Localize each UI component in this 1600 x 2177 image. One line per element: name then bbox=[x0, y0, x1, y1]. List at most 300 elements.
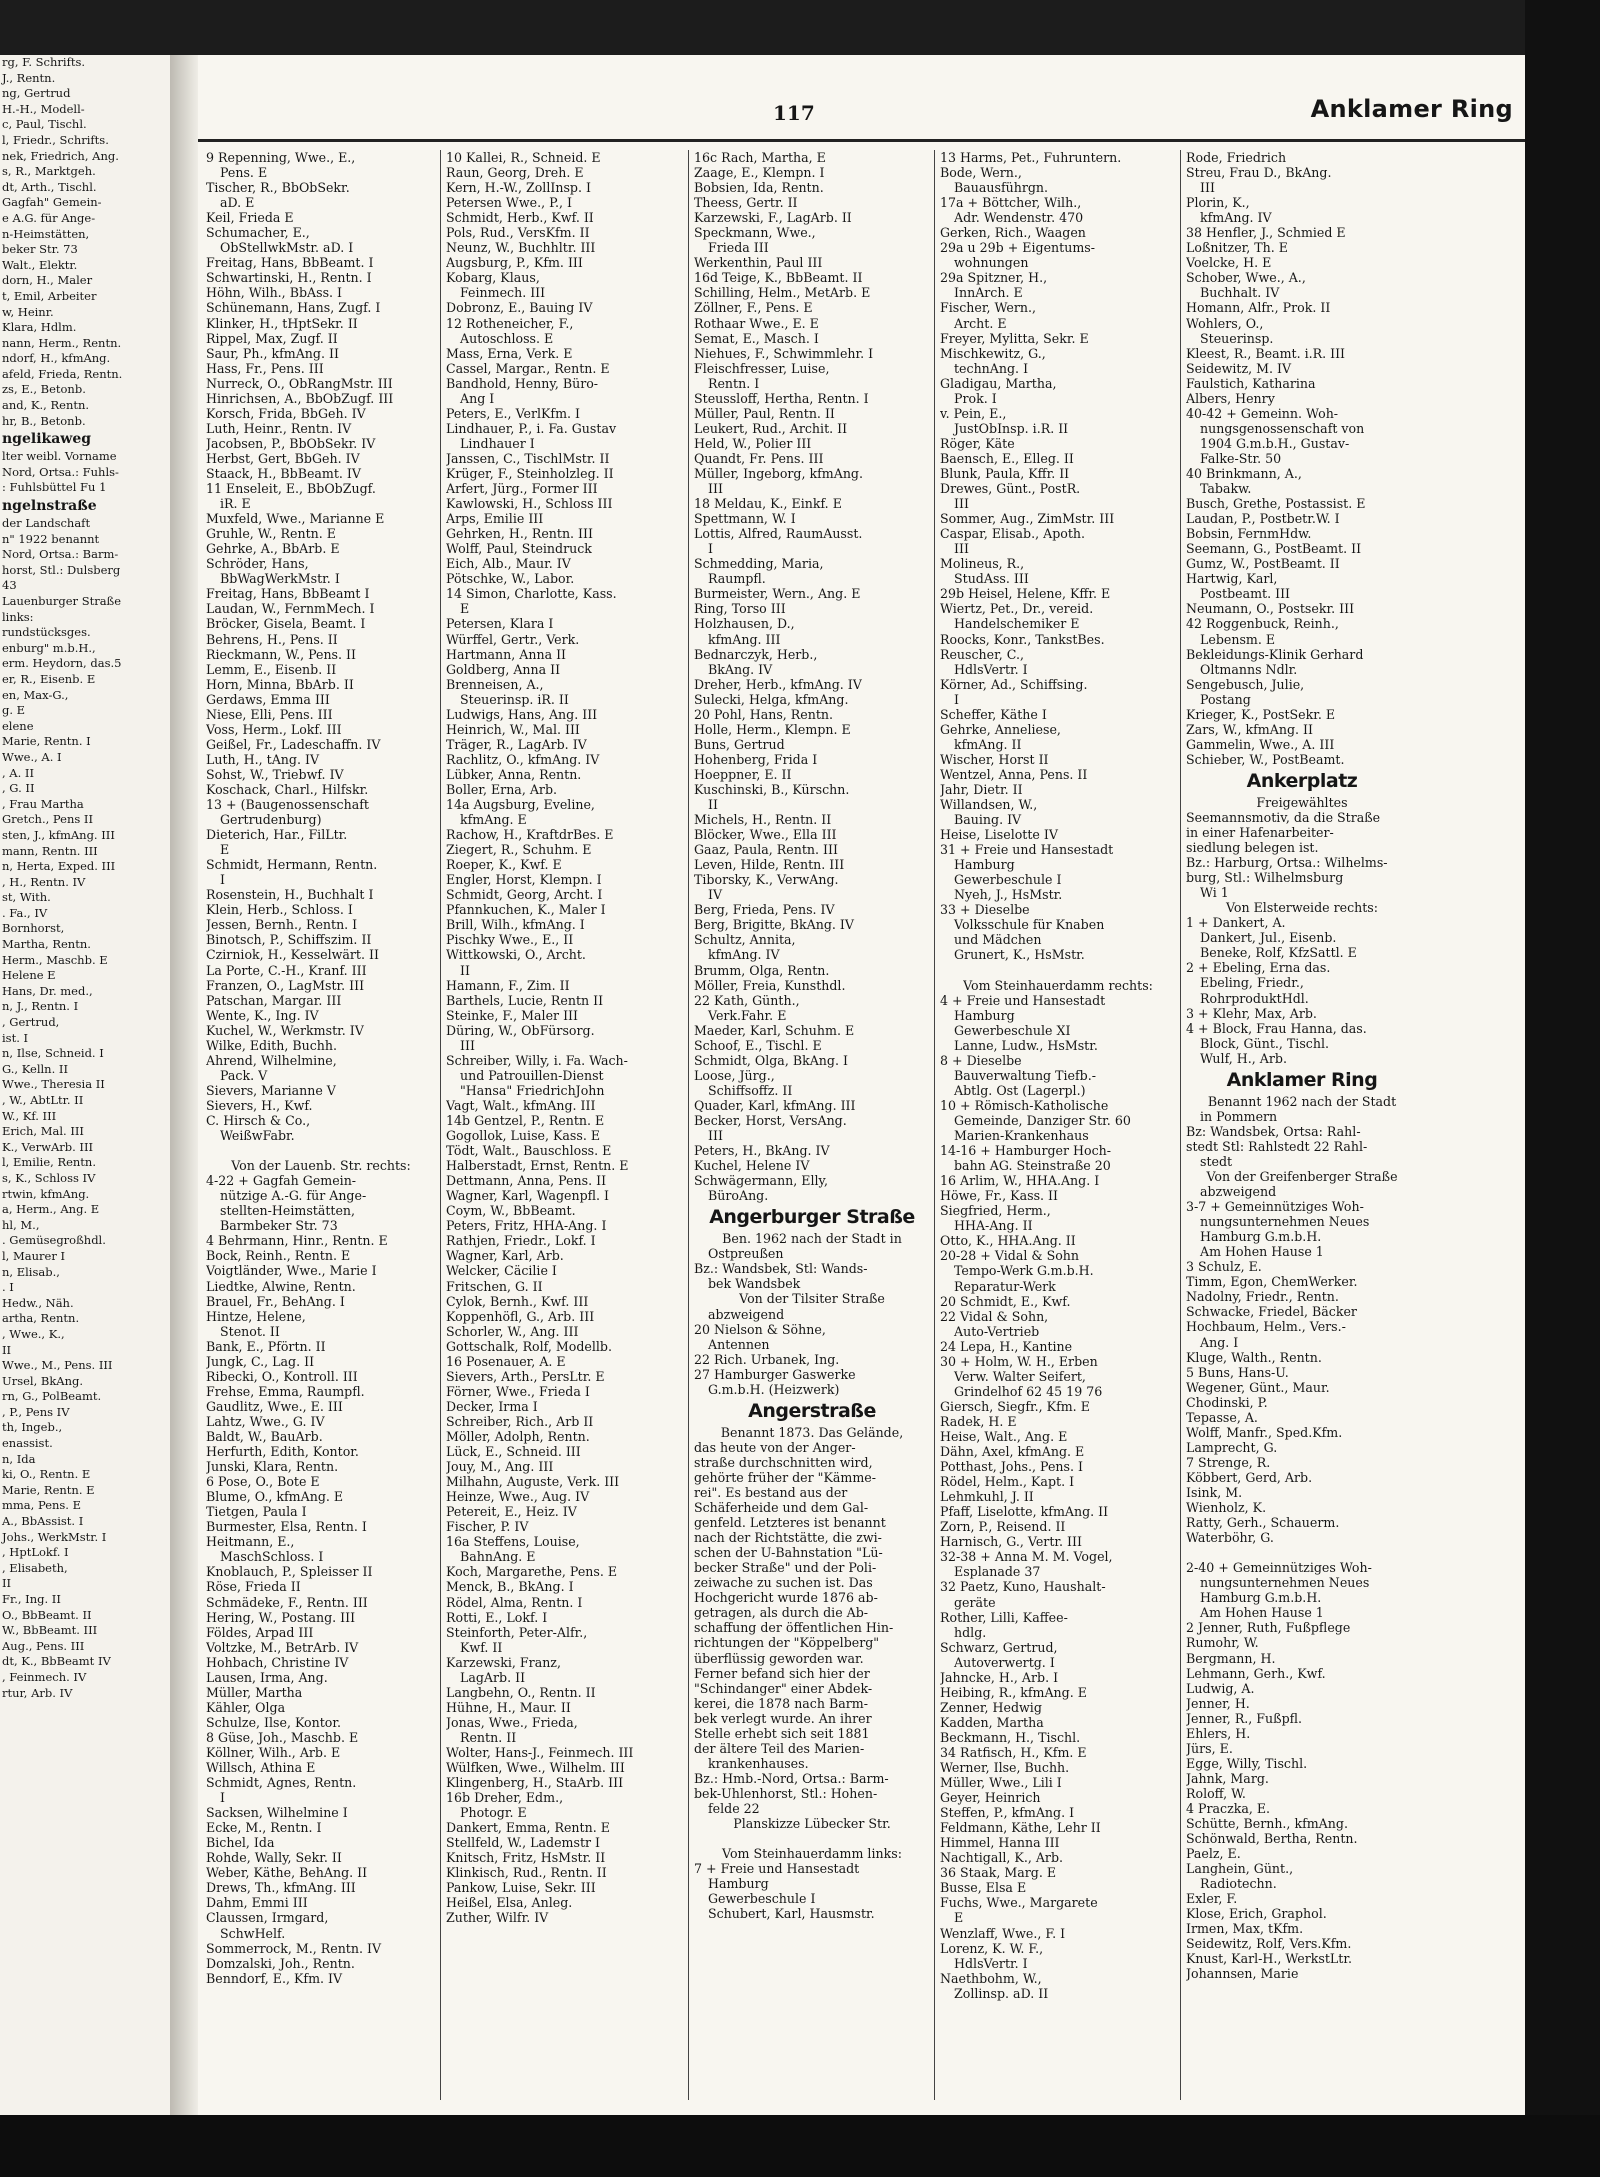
directory-entry: artha, Rentn. bbox=[2, 1311, 80, 1326]
directory-entry: Hohbach, Christine IV bbox=[206, 1654, 349, 1670]
directory-entry: rtwin, kfmAng. bbox=[2, 1186, 90, 1201]
directory-entry: Zars, W., kfmAng. II bbox=[1186, 721, 1313, 737]
directory-entry: and, K., Rentn. bbox=[2, 398, 90, 413]
directory-entry: Niese, Elli, Pens. III bbox=[206, 706, 333, 722]
directory-entry: Harnisch, G., Vertr. III bbox=[940, 1534, 1082, 1550]
directory-entry: Schilling, Helm., MetArb. E bbox=[694, 285, 871, 301]
directory-entry: Müller, Martha bbox=[206, 1684, 303, 1700]
directory-entry: Langhein, Günt., bbox=[1186, 1861, 1294, 1877]
directory-entry: 36 Staak, Marg. E bbox=[940, 1865, 1057, 1881]
directory-entry: das heute von der Anger- bbox=[694, 1439, 856, 1455]
directory-entry-continuation: II bbox=[460, 962, 470, 978]
directory-entry: nek, Friedrich, Ang. bbox=[2, 148, 119, 163]
directory-entry: Burmester, Elsa, Rentn. I bbox=[206, 1519, 367, 1535]
directory-entry: Knitsch, Fritz, HsMstr. II bbox=[446, 1850, 606, 1866]
directory-entry: Bednarczyk, Herb., bbox=[694, 646, 818, 662]
directory-entry: Hochgericht wurde 1876 ab- bbox=[694, 1590, 878, 1606]
directory-entry: Hans, Dr. med., bbox=[2, 983, 93, 998]
directory-entry: 2 + Ebeling, Erna das. bbox=[1186, 960, 1331, 976]
directory-entry: Gerken, Rich., Waagen bbox=[940, 225, 1086, 241]
directory-entry: Röger, Käte bbox=[940, 435, 1015, 451]
directory-entry: Sommer, Aug., ZimMstr. III bbox=[940, 511, 1115, 527]
directory-entry: Bz: Wandsbek, Ortsa: Rahl- bbox=[1186, 1123, 1361, 1139]
directory-entry: mma, Pens. E bbox=[2, 1498, 82, 1513]
directory-entry: Sengebusch, Julie, bbox=[1186, 676, 1305, 692]
directory-entry: 4 Behrmann, Hinr., Rentn. E bbox=[206, 1233, 388, 1249]
directory-entry-continuation: Pens. E bbox=[220, 165, 268, 181]
directory-entry: Herfurth, Edith, Kontor. bbox=[206, 1444, 359, 1460]
directory-entry: Vagt, Walt., kfmAng. III bbox=[446, 1097, 596, 1113]
directory-entry-continuation: technAng. I bbox=[954, 360, 1029, 376]
directory-entry: Wagner, Karl, Wagenpfl. I bbox=[446, 1188, 610, 1204]
directory-entry: Behrens, H., Pens. II bbox=[206, 631, 338, 647]
directory-entry: Kuschinski, B., Kürschn. bbox=[694, 781, 850, 797]
directory-entry: Bank, E., Pförtn. II bbox=[206, 1338, 326, 1354]
directory-entry: 10 + Römisch-Katholische bbox=[940, 1097, 1109, 1113]
column-divider bbox=[1180, 150, 1181, 2100]
directory-entry: Saur, Ph., kfmAng. II bbox=[206, 345, 339, 361]
directory-entry-continuation: Archt. E bbox=[954, 315, 1007, 331]
directory-entry: Hering, W., Postang. III bbox=[206, 1609, 356, 1625]
directory-entry: Heibing, R., kfmAng. E bbox=[940, 1684, 1087, 1700]
directory-entry: 20-28 + Vidal & Sohn bbox=[940, 1248, 1080, 1264]
directory-entry: Niehues, F., Schwimmlehr. I bbox=[694, 345, 874, 361]
directory-entry: Zöllner, F., Pens. E bbox=[694, 300, 813, 316]
directory-entry-continuation: Auto-Vertrieb bbox=[954, 1323, 1040, 1339]
directory-entry: Pfannkuchen, K., Maler I bbox=[446, 902, 606, 918]
directory-entry-continuation: Lebensm. E bbox=[1200, 631, 1276, 647]
directory-entry: Ecke, M., Rentn. I bbox=[206, 1820, 322, 1836]
directory-entry-continuation: BüroAng. bbox=[708, 1188, 769, 1204]
directory-entry-continuation: Schubert, Karl, Hausmstr. bbox=[708, 1906, 875, 1922]
directory-entry: Steffen, P., kfmAng. I bbox=[940, 1805, 1075, 1821]
street-heading: Angerstraße bbox=[748, 1399, 876, 1422]
directory-entry: Rosenstein, H., Buchhalt I bbox=[206, 887, 374, 903]
section-note: Vom Steinhauerdamm links: bbox=[722, 1846, 902, 1862]
directory-entry-continuation: Beneke, Rolf, KfzSattl. E bbox=[1200, 945, 1357, 961]
directory-entry: A., BbAssist. I bbox=[2, 1514, 84, 1529]
directory-entry: Fleischfresser, Luise, bbox=[694, 360, 830, 376]
directory-entry: beker Str. 73 bbox=[2, 242, 78, 257]
directory-entry: Kluge, Walth., Rentn. bbox=[1186, 1349, 1322, 1365]
directory-entry: Jungk, C., Lag. II bbox=[206, 1353, 315, 1369]
directory-entry: Wittkowski, O., Archt. bbox=[446, 947, 586, 963]
directory-entry: Herbst, Gert, BbGeh. IV bbox=[206, 450, 360, 466]
directory-entry-continuation: Frieda III bbox=[708, 240, 769, 256]
directory-entry: Naethbohm, W., bbox=[940, 1970, 1042, 1986]
section-note: Freigewähltes bbox=[1256, 794, 1348, 810]
directory-entry: Rathjen, Friedr., Lokf. I bbox=[446, 1233, 596, 1249]
directory-entry: Werner, Ilse, Buchh. bbox=[940, 1760, 1070, 1776]
directory-entry: Marie, Rentn. I bbox=[2, 734, 91, 749]
directory-entry: Erich, Mal. III bbox=[2, 1124, 84, 1139]
directory-entry-continuation: Steuerinsp. iR. II bbox=[460, 691, 569, 707]
directory-entry: 4 + Block, Frau Hanna, das. bbox=[1186, 1020, 1367, 1036]
directory-entry: Arfert, Jürg., Former III bbox=[446, 481, 598, 497]
directory-entry: Gottschalk, Rolf, Modellb. bbox=[446, 1338, 612, 1354]
directory-entry: Busch, Grethe, Postassist. E bbox=[1186, 496, 1366, 512]
directory-entry: 16c Rach, Martha, E bbox=[694, 150, 826, 165]
directory-entry: hl, M., bbox=[2, 1217, 40, 1232]
directory-entry-continuation: Handelschemiker E bbox=[954, 616, 1080, 632]
directory-entry: gehörte früher der "Kämme- bbox=[694, 1469, 876, 1485]
directory-entry: Heise, Liselotte IV bbox=[940, 827, 1058, 843]
directory-entry: Rippel, Max, Zugf. II bbox=[206, 330, 338, 346]
directory-entry: Isink, M. bbox=[1186, 1484, 1243, 1500]
directory-entry: Schröder, Hans, bbox=[206, 556, 309, 572]
directory-entry: Hühne, H., Maur. II bbox=[446, 1699, 571, 1715]
directory-entry: Dieterich, Har., FilLtr. bbox=[206, 827, 348, 843]
directory-entry: Potthast, Johs., Pens. I bbox=[940, 1459, 1083, 1475]
directory-entry: Neunz, W., Buchhltr. III bbox=[446, 240, 596, 256]
directory-entry: Klingenberg, H., StaArb. III bbox=[446, 1775, 624, 1791]
directory-entry: Ludwig, A. bbox=[1186, 1680, 1255, 1696]
directory-entry: Dobronz, E., Bauing IV bbox=[446, 300, 593, 316]
directory-entry-continuation: Hamburg bbox=[954, 857, 1015, 873]
directory-entry: Gladigau, Martha, bbox=[940, 375, 1057, 391]
directory-entry: Rumohr, W. bbox=[1186, 1635, 1259, 1651]
directory-entry: Bandhold, Henny, Büro- bbox=[446, 375, 599, 391]
directory-entry: 18 Meldau, K., Einkf. E bbox=[694, 496, 842, 512]
directory-entry: Sievers, Arth., PersLtr. E bbox=[446, 1368, 605, 1384]
scan-right-margin bbox=[1525, 0, 1600, 2177]
directory-entry: Kadden, Martha bbox=[940, 1714, 1044, 1730]
directory-entry: Hartmann, Anna II bbox=[446, 646, 567, 662]
directory-entry-continuation: HdlsVertr. I bbox=[954, 1955, 1028, 1971]
directory-entry: 13 Harms, Pet., Fuhruntern. bbox=[940, 150, 1122, 165]
directory-entry-continuation: Wi 1 bbox=[1200, 885, 1229, 901]
directory-entry: Freyer, Mylitta, Sekr. E bbox=[940, 330, 1089, 346]
directory-entry: Weber, Käthe, BehAng. II bbox=[206, 1865, 368, 1881]
column-divider bbox=[934, 150, 935, 2100]
directory-entry: Steinke, F., Maler III bbox=[446, 1007, 578, 1023]
directory-entry: Brenneisen, A., bbox=[446, 676, 544, 692]
directory-entry: Bz.: Wandsbek, Stl: Wands- bbox=[694, 1261, 868, 1277]
directory-entry: Michels, H., Rentn. II bbox=[694, 812, 832, 828]
directory-entry-continuation: HdlsVertr. I bbox=[954, 661, 1028, 677]
directory-entry: Schreiber, Rich., Arb II bbox=[446, 1413, 594, 1429]
directory-entry-continuation: InnArch. E bbox=[954, 285, 1023, 301]
directory-entry: Waterböhr, G. bbox=[1186, 1530, 1274, 1546]
directory-entry: Voss, Herm., Lokf. III bbox=[206, 721, 342, 737]
directory-entry: Schäferheide und dem Gal- bbox=[694, 1500, 869, 1516]
directory-entry-continuation: Pack. V bbox=[220, 1067, 268, 1083]
directory-entry: Köllner, Wilh., Arb. E bbox=[206, 1744, 341, 1760]
directory-entry: Schmädeke, F., Rentn. III bbox=[206, 1594, 368, 1610]
directory-entry: n, Ilse, Schneid. I bbox=[2, 1046, 104, 1061]
directory-entry-continuation: stedt bbox=[1200, 1153, 1233, 1169]
directory-entry-continuation: Hamburg bbox=[708, 1876, 769, 1892]
directory-entry: n, J., Rentn. I bbox=[2, 999, 79, 1014]
directory-entry: Himmel, Hanna III bbox=[940, 1835, 1060, 1851]
spacer bbox=[694, 1831, 930, 1846]
section-note: Von der Greifenberger Straße bbox=[1206, 1169, 1398, 1184]
directory-entry: Krüger, F., Steinholzleg. II bbox=[446, 465, 614, 481]
directory-entry-continuation: Marien-Krankenhaus bbox=[954, 1128, 1089, 1144]
directory-entry: Brill, Wilh., kfmAng. I bbox=[446, 917, 585, 933]
previous-page-fragment bbox=[0, 55, 170, 2115]
directory-entry: Raun, Georg, Dreh. E bbox=[446, 165, 584, 181]
directory-entry: 20 Pohl, Hans, Rentn. bbox=[694, 706, 834, 722]
directory-entry: Holzhausen, D., bbox=[694, 616, 795, 632]
directory-entry: siedlung belegen ist. bbox=[1186, 840, 1319, 856]
directory-entry: Hohenberg, Frida I bbox=[694, 751, 818, 767]
directory-entry: n, Herta, Exped. III bbox=[2, 859, 116, 874]
directory-entry: Kawlowski, H., Schloss III bbox=[446, 496, 613, 512]
directory-entry-continuation: Falke-Str. 50 bbox=[1200, 450, 1282, 466]
directory-entry: Heinrich, W., Mal. III bbox=[446, 721, 580, 737]
directory-entry: Willsch, Athina E bbox=[206, 1760, 316, 1776]
directory-entry: Bz.: Harburg, Ortsa.: Wilhelms- bbox=[1186, 855, 1388, 871]
directory-entry: Willandsen, W., bbox=[940, 797, 1038, 813]
directory-entry: Wolff, Manfr., Sped.Kfm. bbox=[1186, 1424, 1343, 1440]
directory-entry: v. Pein, E., bbox=[940, 405, 1007, 421]
directory-entry: Feldmann, Käthe, Lehr II bbox=[940, 1820, 1101, 1836]
directory-entry: Tödt, Walt., Bauschloss. E bbox=[446, 1143, 612, 1159]
directory-entry: Schoof, E., Tischl. E bbox=[694, 1037, 822, 1053]
directory-entry: st, With. bbox=[2, 890, 51, 905]
directory-entry: zs, E., Betonb. bbox=[2, 382, 86, 397]
page-header bbox=[198, 55, 1525, 140]
directory-entry: G., Kelln. II bbox=[2, 1061, 68, 1076]
directory-entry: Hoeppner, E. II bbox=[694, 766, 792, 782]
directory-entry: O., BbBeamt. II bbox=[2, 1607, 92, 1622]
directory-entry: Staack, H., BbBeamt. IV bbox=[206, 465, 361, 481]
directory-entry: 1 + Dankert, A. bbox=[1186, 915, 1286, 931]
directory-entry: Fischer, Wern., bbox=[940, 300, 1036, 316]
street-heading: Ankerplatz bbox=[1246, 769, 1358, 792]
directory-entry-continuation: nungsunternehmen Neues bbox=[1200, 1214, 1370, 1230]
directory-entry: , Elisabeth, bbox=[2, 1560, 68, 1575]
directory-entry: g. E bbox=[2, 703, 26, 718]
directory-entry-continuation: III bbox=[954, 541, 969, 557]
directory-entry: Gehrken, H., Rentn. III bbox=[446, 526, 593, 542]
directory-entry: Schmidt, Georg, Archt. I bbox=[446, 887, 603, 903]
directory-entry: w, Heinr. bbox=[2, 304, 54, 319]
directory-entry: 5 Buns, Hans-U. bbox=[1186, 1364, 1289, 1380]
directory-entry-continuation: hdlg. bbox=[954, 1624, 987, 1640]
column-1 bbox=[206, 150, 436, 2105]
directory-entry: stedt Stl: Rahlstedt 22 Rahl- bbox=[1186, 1138, 1368, 1154]
directory-entry-continuation: WeißwFabr. bbox=[220, 1128, 295, 1144]
directory-entry: Loose, Jürg., bbox=[694, 1067, 775, 1083]
directory-entry: Pankow, Luise, Sekr. III bbox=[446, 1880, 596, 1896]
directory-entry-continuation: Grindelhof 62 45 19 76 bbox=[954, 1383, 1103, 1399]
directory-entry: elene bbox=[2, 718, 34, 733]
directory-entry-continuation: Tempo-Werk G.m.b.H. bbox=[954, 1263, 1094, 1279]
directory-entry: Augsburg, P., Kfm. III bbox=[446, 255, 583, 271]
spacer bbox=[206, 1143, 436, 1158]
directory-entry: Ziegert, R., Schuhm. E bbox=[446, 842, 592, 858]
directory-entry: Dettmann, Anna, Pens. II bbox=[446, 1173, 607, 1189]
directory-entry: Bekleidungs-Klinik Gerhard bbox=[1186, 646, 1364, 662]
directory-entry-continuation: Steuerinsp. bbox=[1200, 330, 1274, 346]
directory-entry-continuation: Hamburg bbox=[954, 1007, 1015, 1023]
directory-entry-continuation: III bbox=[1200, 180, 1215, 196]
directory-entry: Leven, Hilde, Rentn. III bbox=[694, 857, 845, 873]
directory-entry: Liedtke, Alwine, Rentn. bbox=[206, 1278, 356, 1294]
directory-entry: Schütte, Bernh., kfmAng. bbox=[1186, 1816, 1348, 1832]
directory-entry: n, Elisab., bbox=[2, 1264, 60, 1279]
directory-entry: Koschack, Charl., Hilfskr. bbox=[206, 781, 369, 797]
directory-entry: Müller, Paul, Rentn. II bbox=[694, 405, 835, 421]
directory-entry: 12 Rotheneicher, F., bbox=[446, 315, 574, 331]
directory-entry-continuation: I bbox=[708, 541, 713, 557]
directory-entry: Peters, H., BkAng. IV bbox=[694, 1143, 830, 1159]
directory-entry: ki, O., Rentn. E bbox=[2, 1467, 91, 1482]
directory-entry: Roocks, Konr., TankstBes. bbox=[940, 631, 1105, 647]
directory-entry-continuation: BkAng. IV bbox=[708, 661, 773, 677]
directory-entry: l, Friedr., Schrifts. bbox=[2, 132, 109, 147]
directory-entry: Müller, Ingeborg, kfmAng. bbox=[694, 465, 863, 481]
directory-entry: Blume, O., kfmAng. E bbox=[206, 1489, 344, 1505]
directory-entry-continuation: Bauing. IV bbox=[954, 812, 1022, 828]
directory-entry-continuation: Gertrudenburg) bbox=[220, 812, 322, 828]
directory-entry: Ribecki, O., Kontroll. III bbox=[206, 1368, 358, 1384]
directory-entry-continuation: Ang. I bbox=[1200, 1334, 1239, 1350]
directory-entry: 43 bbox=[2, 578, 17, 593]
directory-entry: Blunk, Paula, Kffr. II bbox=[940, 465, 1070, 481]
directory-entry: Wülfken, Wwe., Wilhelm. III bbox=[446, 1760, 625, 1776]
directory-entry: kerei, die 1878 nach Barm- bbox=[694, 1695, 868, 1711]
directory-entry: Speckmann, Wwe., bbox=[694, 225, 816, 241]
directory-entry: Goldberg, Anna II bbox=[446, 661, 561, 677]
directory-entry: 2 Jenner, Ruth, Fußpflege bbox=[1186, 1620, 1351, 1636]
directory-entry: Gretch., Pens II bbox=[2, 812, 94, 827]
directory-entry: Gagfah" Gemein- bbox=[2, 195, 102, 210]
directory-entry: Paelz, E. bbox=[1186, 1846, 1241, 1862]
directory-entry: Baensch, E., Elleg. II bbox=[940, 450, 1074, 466]
directory-entry-continuation: felde 22 bbox=[708, 1800, 760, 1816]
directory-entry: 4-22 + Gagfah Gemein- bbox=[206, 1173, 357, 1189]
directory-entry: 2-40 + Gemeinnütziges Woh- bbox=[1186, 1560, 1372, 1576]
directory-entry: Boller, Erna, Arb. bbox=[446, 781, 558, 797]
directory-entry: Engler, Horst, Klempn. I bbox=[446, 872, 602, 888]
section-note: Benannt 1873. Das Gelände, bbox=[720, 1424, 904, 1440]
directory-entry: Fischer, P. IV bbox=[446, 1519, 529, 1535]
directory-entry-continuation: LagArb. II bbox=[460, 1669, 526, 1685]
directory-entry: Steussloff, Hertha, Rentn. I bbox=[694, 390, 869, 406]
directory-entry: Müller, Wwe., Lili I bbox=[940, 1775, 1062, 1791]
directory-entry-continuation: Buchhalt. IV bbox=[1200, 285, 1280, 301]
directory-entry: Halberstadt, Ernst, Rentn. E bbox=[446, 1158, 629, 1174]
directory-entry: Körner, Ad., Schiffsing. bbox=[940, 676, 1088, 692]
directory-entry: Decker, Irma I bbox=[446, 1398, 538, 1414]
directory-entry: Wwe., M., Pens. III bbox=[2, 1358, 113, 1373]
directory-entry: II bbox=[2, 1342, 12, 1357]
directory-entry: Rachlitz, O., kfmAng. IV bbox=[446, 751, 600, 767]
directory-entry: , HptLokf. I bbox=[2, 1545, 69, 1560]
directory-entry: 40-42 + Gemeinn. Woh- bbox=[1186, 405, 1339, 421]
directory-entry: 8 + Dieselbe bbox=[940, 1052, 1022, 1068]
directory-entry: Höwe, Fr., Kass. II bbox=[940, 1188, 1058, 1204]
directory-entry: 9 Repenning, Wwe., E., bbox=[206, 150, 356, 165]
directory-entry: Rohde, Wally, Sekr. II bbox=[206, 1850, 342, 1866]
directory-entry: Horn, Minna, BbArb. II bbox=[206, 676, 354, 692]
directory-entry: Rotti, E., Lokf. I bbox=[446, 1609, 548, 1625]
directory-entry-continuation: Hamburg G.m.b.H. bbox=[1200, 1590, 1322, 1606]
directory-entry: ist. I bbox=[2, 1030, 29, 1045]
street-heading: ngelnstraße bbox=[2, 498, 97, 515]
directory-entry: Dahm, Emmi III bbox=[206, 1895, 308, 1911]
directory-entry: becker Straße" und der Poli- bbox=[694, 1560, 877, 1576]
directory-entry: 42 Roggenbuck, Reinh., bbox=[1186, 616, 1339, 632]
directory-entry: Heißel, Elsa, Anleg. bbox=[446, 1895, 573, 1911]
directory-entry: Werkenthin, Paul III bbox=[694, 255, 823, 271]
directory-entry: 24 Lepa, H., Kantine bbox=[940, 1338, 1073, 1354]
directory-entry: rn, G., PolBeamt. bbox=[2, 1389, 102, 1404]
directory-entry-continuation: Verk.Fahr. E bbox=[708, 1007, 787, 1023]
directory-entry: Rödel, Alma, Rentn. I bbox=[446, 1594, 583, 1610]
section-note: Benannt 1962 nach der Stadt bbox=[1207, 1093, 1397, 1109]
directory-entry: Pischky Wwe., E., II bbox=[446, 932, 574, 948]
directory-entry: Geißel, Fr., Ladeschaffn. IV bbox=[206, 736, 381, 752]
directory-entry: e A.G. für Ange- bbox=[2, 210, 96, 225]
directory-entry: Jürs, E. bbox=[1186, 1740, 1233, 1756]
directory-entry: , P., Pens IV bbox=[2, 1404, 70, 1419]
directory-entry: Sacksen, Wilhelmine I bbox=[206, 1805, 348, 1821]
directory-entry: Bröcker, Gisela, Beamt. I bbox=[206, 616, 366, 632]
directory-entry-continuation: Ostpreußen bbox=[708, 1246, 784, 1262]
directory-entry-continuation: Photogr. E bbox=[460, 1805, 527, 1821]
directory-entry: 34 Ratfisch, H., Kfm. E bbox=[940, 1744, 1087, 1760]
directory-entry: Freitag, Hans, BbBeamt I bbox=[206, 586, 370, 602]
directory-entry: Schmedding, Maria, bbox=[694, 556, 824, 572]
directory-entry: 20 Nielson & Söhne, bbox=[694, 1321, 826, 1337]
directory-entry: Ehlers, H. bbox=[1186, 1725, 1251, 1741]
directory-entry: Ferner befand sich hier der bbox=[694, 1665, 870, 1681]
directory-entry: Hochbaum, Helm., Vers.- bbox=[1186, 1319, 1346, 1335]
directory-entry: Heitmann, E., bbox=[206, 1534, 295, 1550]
directory-entry: Bobsin, FernmHdw. bbox=[1186, 526, 1312, 542]
directory-entry: J., Rentn. bbox=[2, 70, 56, 85]
directory-entry: Jahncke, H., Arb. I bbox=[940, 1669, 1059, 1685]
directory-entry: Binotsch, P., Schiffszim. II bbox=[206, 932, 372, 948]
directory-entry-continuation: Esplanade 37 bbox=[954, 1564, 1041, 1580]
directory-entry: Sievers, H., Kwf. bbox=[206, 1097, 313, 1113]
directory-entry: Kleest, R., Beamt. i.R. III bbox=[1186, 345, 1346, 361]
scan-bottom-edge bbox=[0, 2115, 1600, 2177]
directory-entry: Walt., Elektr. bbox=[2, 257, 78, 272]
directory-entry: Dähn, Axel, kfmAng. E bbox=[940, 1444, 1085, 1460]
directory-entry-continuation: Lanne, Ludw., HsMstr. bbox=[954, 1037, 1098, 1053]
directory-entry: bek verlegt wurde. An ihrer bbox=[694, 1710, 872, 1726]
directory-entry: Laudan, W., FernmMech. I bbox=[206, 601, 375, 617]
directory-entry-continuation: Am Hohen Hause 1 bbox=[1200, 1605, 1324, 1621]
section-note: Von der Lauenb. Str. rechts: bbox=[231, 1158, 411, 1174]
directory-entry: Arps, Emilie III bbox=[446, 511, 544, 527]
directory-entry: Stelle erhebt sich seit 1881 bbox=[694, 1725, 870, 1741]
directory-entry: Roeper, K., Kwf. E bbox=[446, 857, 562, 873]
directory-entry-continuation: Schiffsoffz. II bbox=[708, 1082, 793, 1098]
directory-entry: Jenner, R., Fußpfl. bbox=[1186, 1710, 1303, 1726]
directory-entry-continuation: Raumpfl. bbox=[708, 571, 766, 587]
directory-entry: Barthels, Lucie, Rentn II bbox=[446, 992, 604, 1008]
directory-entry: ndorf, H., kfmAng. bbox=[2, 351, 111, 366]
directory-entry: rg, F. Schrifts. bbox=[2, 55, 86, 69]
directory-entry-continuation: Gewerbeschule I bbox=[708, 1891, 816, 1907]
directory-entry: Sohst, W., Triebwf. IV bbox=[206, 766, 344, 782]
directory-entry: Janssen, C., TischlMstr. II bbox=[446, 450, 610, 466]
directory-entry-continuation: Antennen bbox=[708, 1336, 770, 1352]
directory-entry: 20 Schmidt, E., Kwf. bbox=[940, 1293, 1071, 1309]
directory-entry: Held, W., Polier III bbox=[694, 435, 812, 451]
directory-entry: Berg, Brigitte, BkAng. IV bbox=[694, 917, 854, 933]
directory-entry: Zorn, P., Reisend. II bbox=[940, 1519, 1066, 1535]
directory-entry-continuation: nungsgenossenschaft von bbox=[1200, 420, 1365, 436]
directory-entry: Schober, Wwe., A., bbox=[1186, 270, 1306, 286]
street-heading: Angerburger Straße bbox=[709, 1206, 915, 1229]
